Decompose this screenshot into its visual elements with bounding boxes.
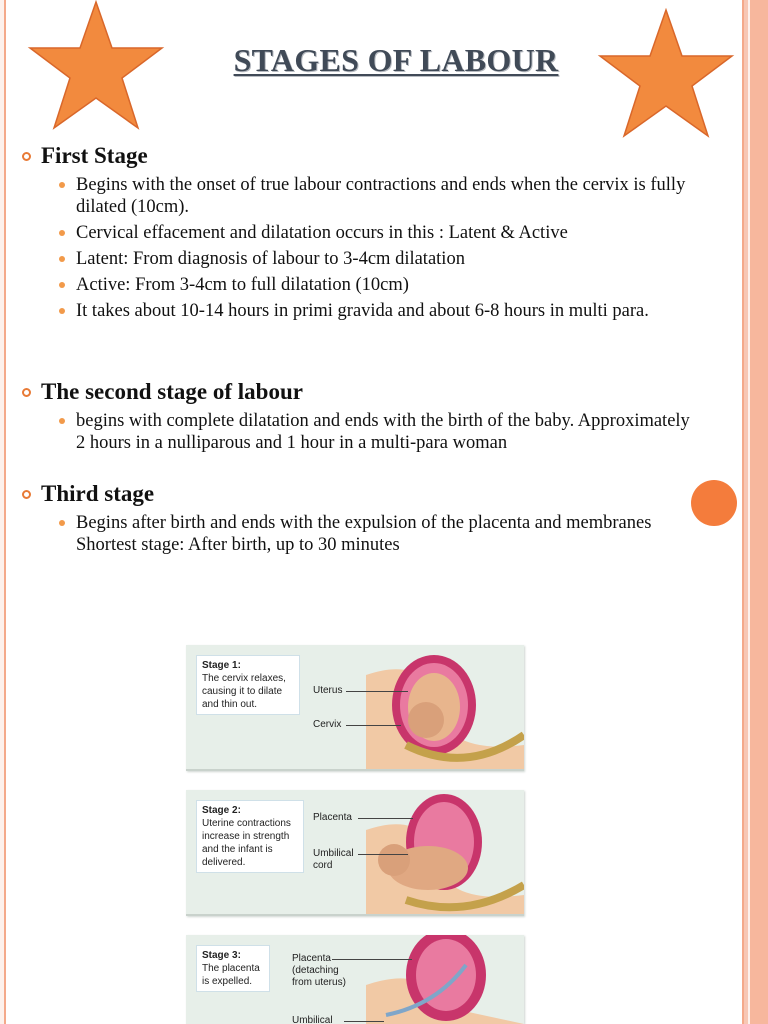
figure-label: Placenta [313,812,352,823]
page-title: STAGES OF LABOUR [233,42,559,78]
figure-label: Cervix [313,719,342,730]
section-heading: Third stage [41,481,155,506]
bullet-dot-icon [59,256,65,262]
bullet-dot-icon [59,230,65,236]
frame-line-left [4,0,6,1024]
ring-bullet-icon [22,152,31,161]
figure-caption-box: Stage 3: The placenta is expelled. [196,945,270,992]
bullet-list [22,174,739,322]
ring-bullet-icon [22,388,31,397]
right-border-band [750,0,768,1024]
list-item: Active: From 3-4cm to full dilatation (10cm) [59,274,739,296]
slide [6,0,742,1024]
section-first-stage [22,142,742,326]
list-item: Cervical effacement and dilatation occurs in this : Latent & Active [59,222,739,244]
uterus-illustration-icon [366,790,524,914]
decorative-circle [691,480,737,526]
bullet-dot-icon [59,182,65,188]
bullet-list [22,410,699,454]
list-item: Latent: From diagnosis of labour to 3-4cm dilatation [59,248,739,270]
section-heading: The second stage of labour [41,379,303,404]
figure-caption-box: Stage 1: The cervix relaxes, causing it to dilate and thin out. [196,655,300,715]
figure-stage-3 [186,935,524,1024]
right-border-band-inner [744,0,748,1024]
list-item: begins with complete dilatation and ends with the birth of the baby. Approximately 2 hours in a nulliparous and 1 hour in a multi-para woman [59,410,699,454]
bullet-dot-icon [59,282,65,288]
figure-label: Umbilical cord [313,848,354,871]
section-third-stage [22,480,742,560]
list-item: It takes about 10-14 hours in primi gravida and about 6-8 hours in multi para. [59,300,739,322]
figure-stage-1 [186,645,524,771]
ring-bullet-icon [22,490,31,499]
figure-label: Placenta (detaching from uterus) [292,953,346,988]
bullet-dot-icon [59,418,65,424]
figure-label: Umbilical [292,1015,333,1024]
section-heading: First Stage [41,143,148,168]
figure-caption-box: Stage 2: Uterine contractions increase in strength and the infant is delivered. [196,800,304,873]
bullet-dot-icon [59,520,65,526]
list-item: Begins with the onset of true labour contractions and ends when the cervix is fully dilated (10cm). [59,174,739,218]
bullet-list [22,512,709,556]
bullet-dot-icon [59,308,65,314]
figure-stage-2 [186,790,524,916]
uterus-illustration-icon [366,935,524,1024]
figure-label: Uterus [313,685,343,696]
section-second-stage [22,378,742,458]
uterus-illustration-icon [366,645,524,769]
list-item: Begins after birth and ends with the expulsion of the placenta and membranes Shortest stage: After birth, up to 30 minutes [59,512,709,556]
